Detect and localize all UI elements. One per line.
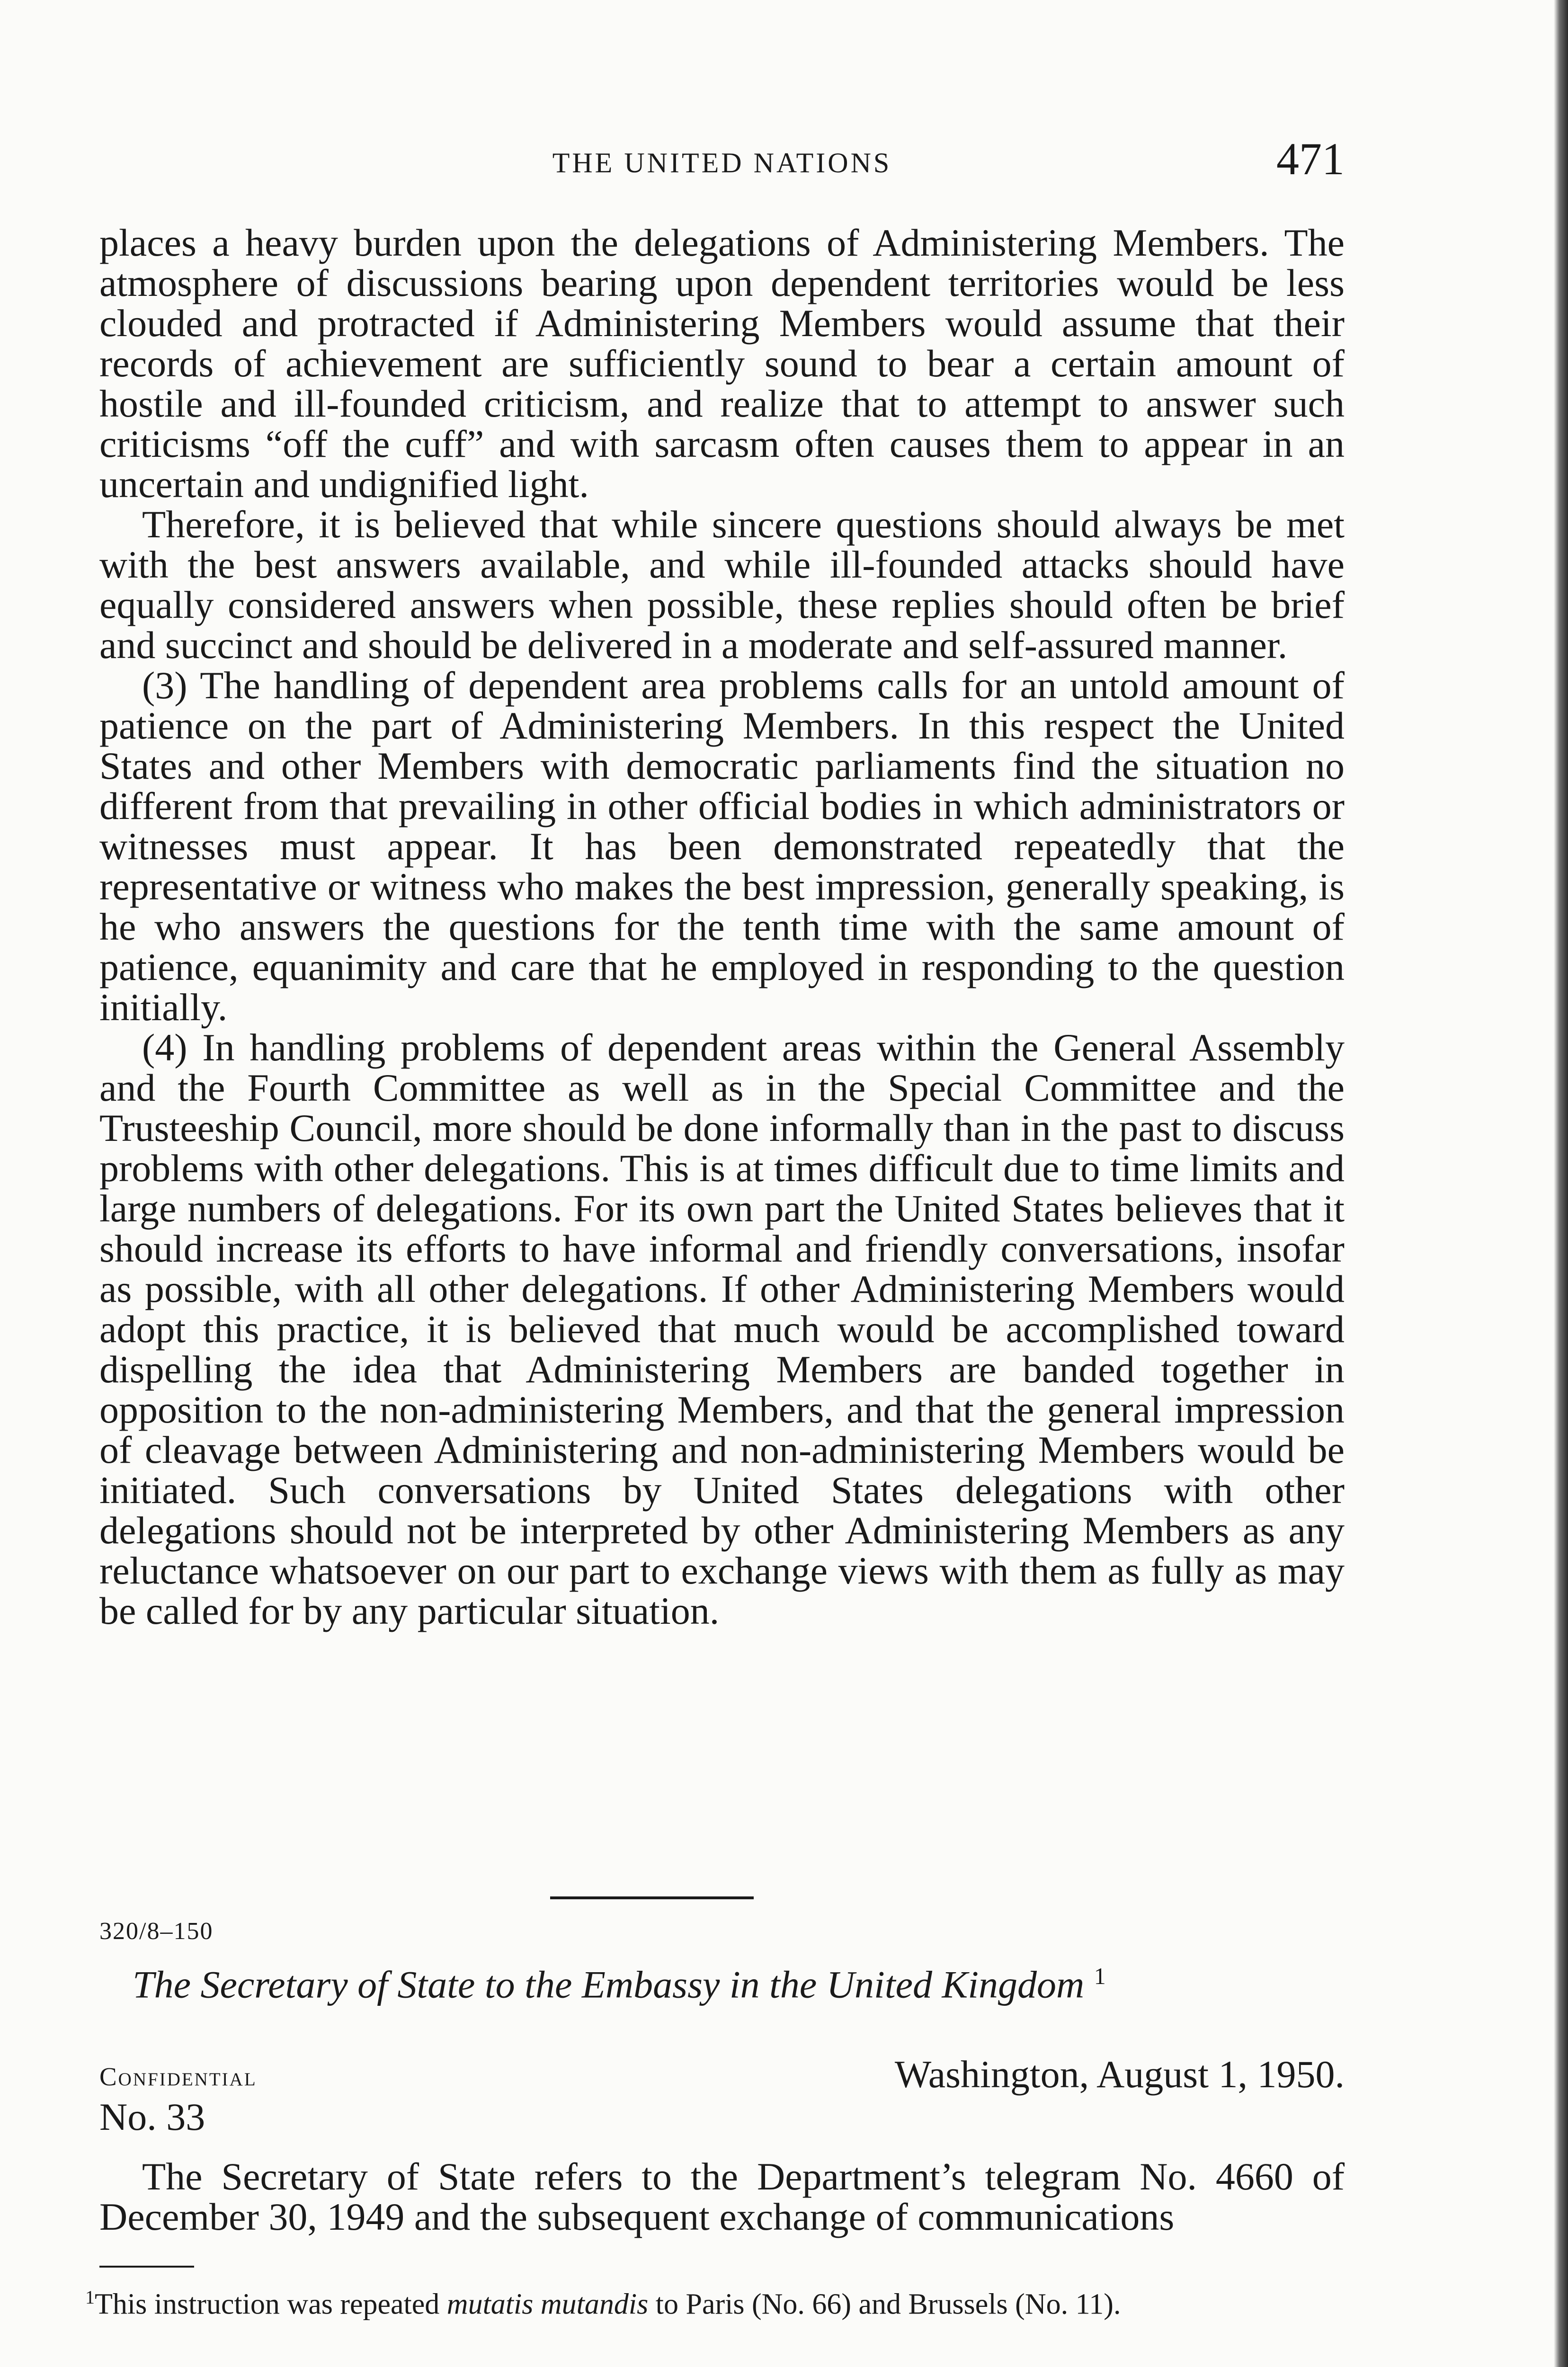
letter-body [99,2156,1345,2237]
file-number: 320/8–150 [99,1918,214,1945]
document-title-text: The Secretary of State to the Embassy in the United Kingdom [133,1963,1085,2006]
footnote-rule [99,2266,194,2268]
title-footnote-marker: 1 [1094,1963,1106,1989]
page-number: 471 [1276,133,1345,184]
paragraph-point-3: (3) The handling of dependent area problems calls for an untold amount of patience on the part of Administering Members. In this respect the United States and other Members with democratic parliaments find the situation no different from that prevailing in other official bodies in which administrators or witnesses must appear. It has been demonstrated repeatedly that the representative or witness who makes the best impression, generally speaking, is he who answers the questions for the tenth time with the same amount of patience, equanimity and care that he employed in responding to the question initially. [99,664,1345,1029]
body-text [99,222,1345,1631]
footnote-italic-phrase: mutatis mutandis [446,2288,649,2321]
section-divider [550,1896,754,1899]
instruction-number: No. 33 [99,2095,205,2138]
footnote-marker: 1 [85,2287,95,2308]
page-header [99,133,1345,194]
paragraph-point-4: (4) In handling problems of dependent areas within the General Assembly and the Fourth Committee as well as in the Special Committee and the Trusteeship Council, more should be done informally than in the past to discuss problems with other delegations. This is at times difficult due to time limits and large numbers of delegations. For its own part the United States believes that it should increase its efforts to have informal and friendly conversations, insofar as possible, with all other delegations. If other Administering Members would adopt this practice, it is believed that much would be accomplished toward dispelling the idea that Administering Members are banded together in opposition to the non-administering Members, and that the general impression of cleavage between Administering and non-administering Members would be initiated. Such conversations by United States delegations with other delegations should not be interpreted by other Administering Members as any reluctance whatsoever on our part to exchange views with them as fully as may be called for by any particular situation. [99,1026,1345,1632]
scan-edge-shadow [1554,0,1568,2367]
running-title: THE UNITED NATIONS [552,147,892,178]
classification-label: Confidential [99,2062,257,2091]
paragraph-continued: places a heavy burden upon the delegations of Administering Members. The atmosphere of discussions bearing upon dependent territories would be less clouded and protracted if Administering Members would assume that their records of achievement are sufficiently sound to bear a certain amount of hostile and ill-founded criticism, and realize that to attempt to answer such criticisms “off the cuff” and with sarcasm often causes them to appear in an uncertain and undignified light. [99,221,1345,506]
paragraph-therefore: Therefore, it is believed that while sincere questions should always be met with the best answers available, and while ill-founded attacks should have equally considered answers when possible, these replies should often be brief and succinct and should be delivered in a moderate and self-assured manner. [99,503,1345,667]
footnote [85,2283,1345,2319]
footnote-text-before: This instruction was repeated [95,2288,447,2321]
place-date: Washington, August 1, 1950. [894,2053,1345,2096]
footnote-text-after: to Paris (No. 66) and Brussels (No. 11). [648,2288,1121,2321]
opening-paragraph: The Secretary of State refers to the Department’s telegram No. 4660 of December 30, 1949 and the subsequent exchange of communications [99,2155,1345,2238]
document-title [133,1962,1106,2007]
